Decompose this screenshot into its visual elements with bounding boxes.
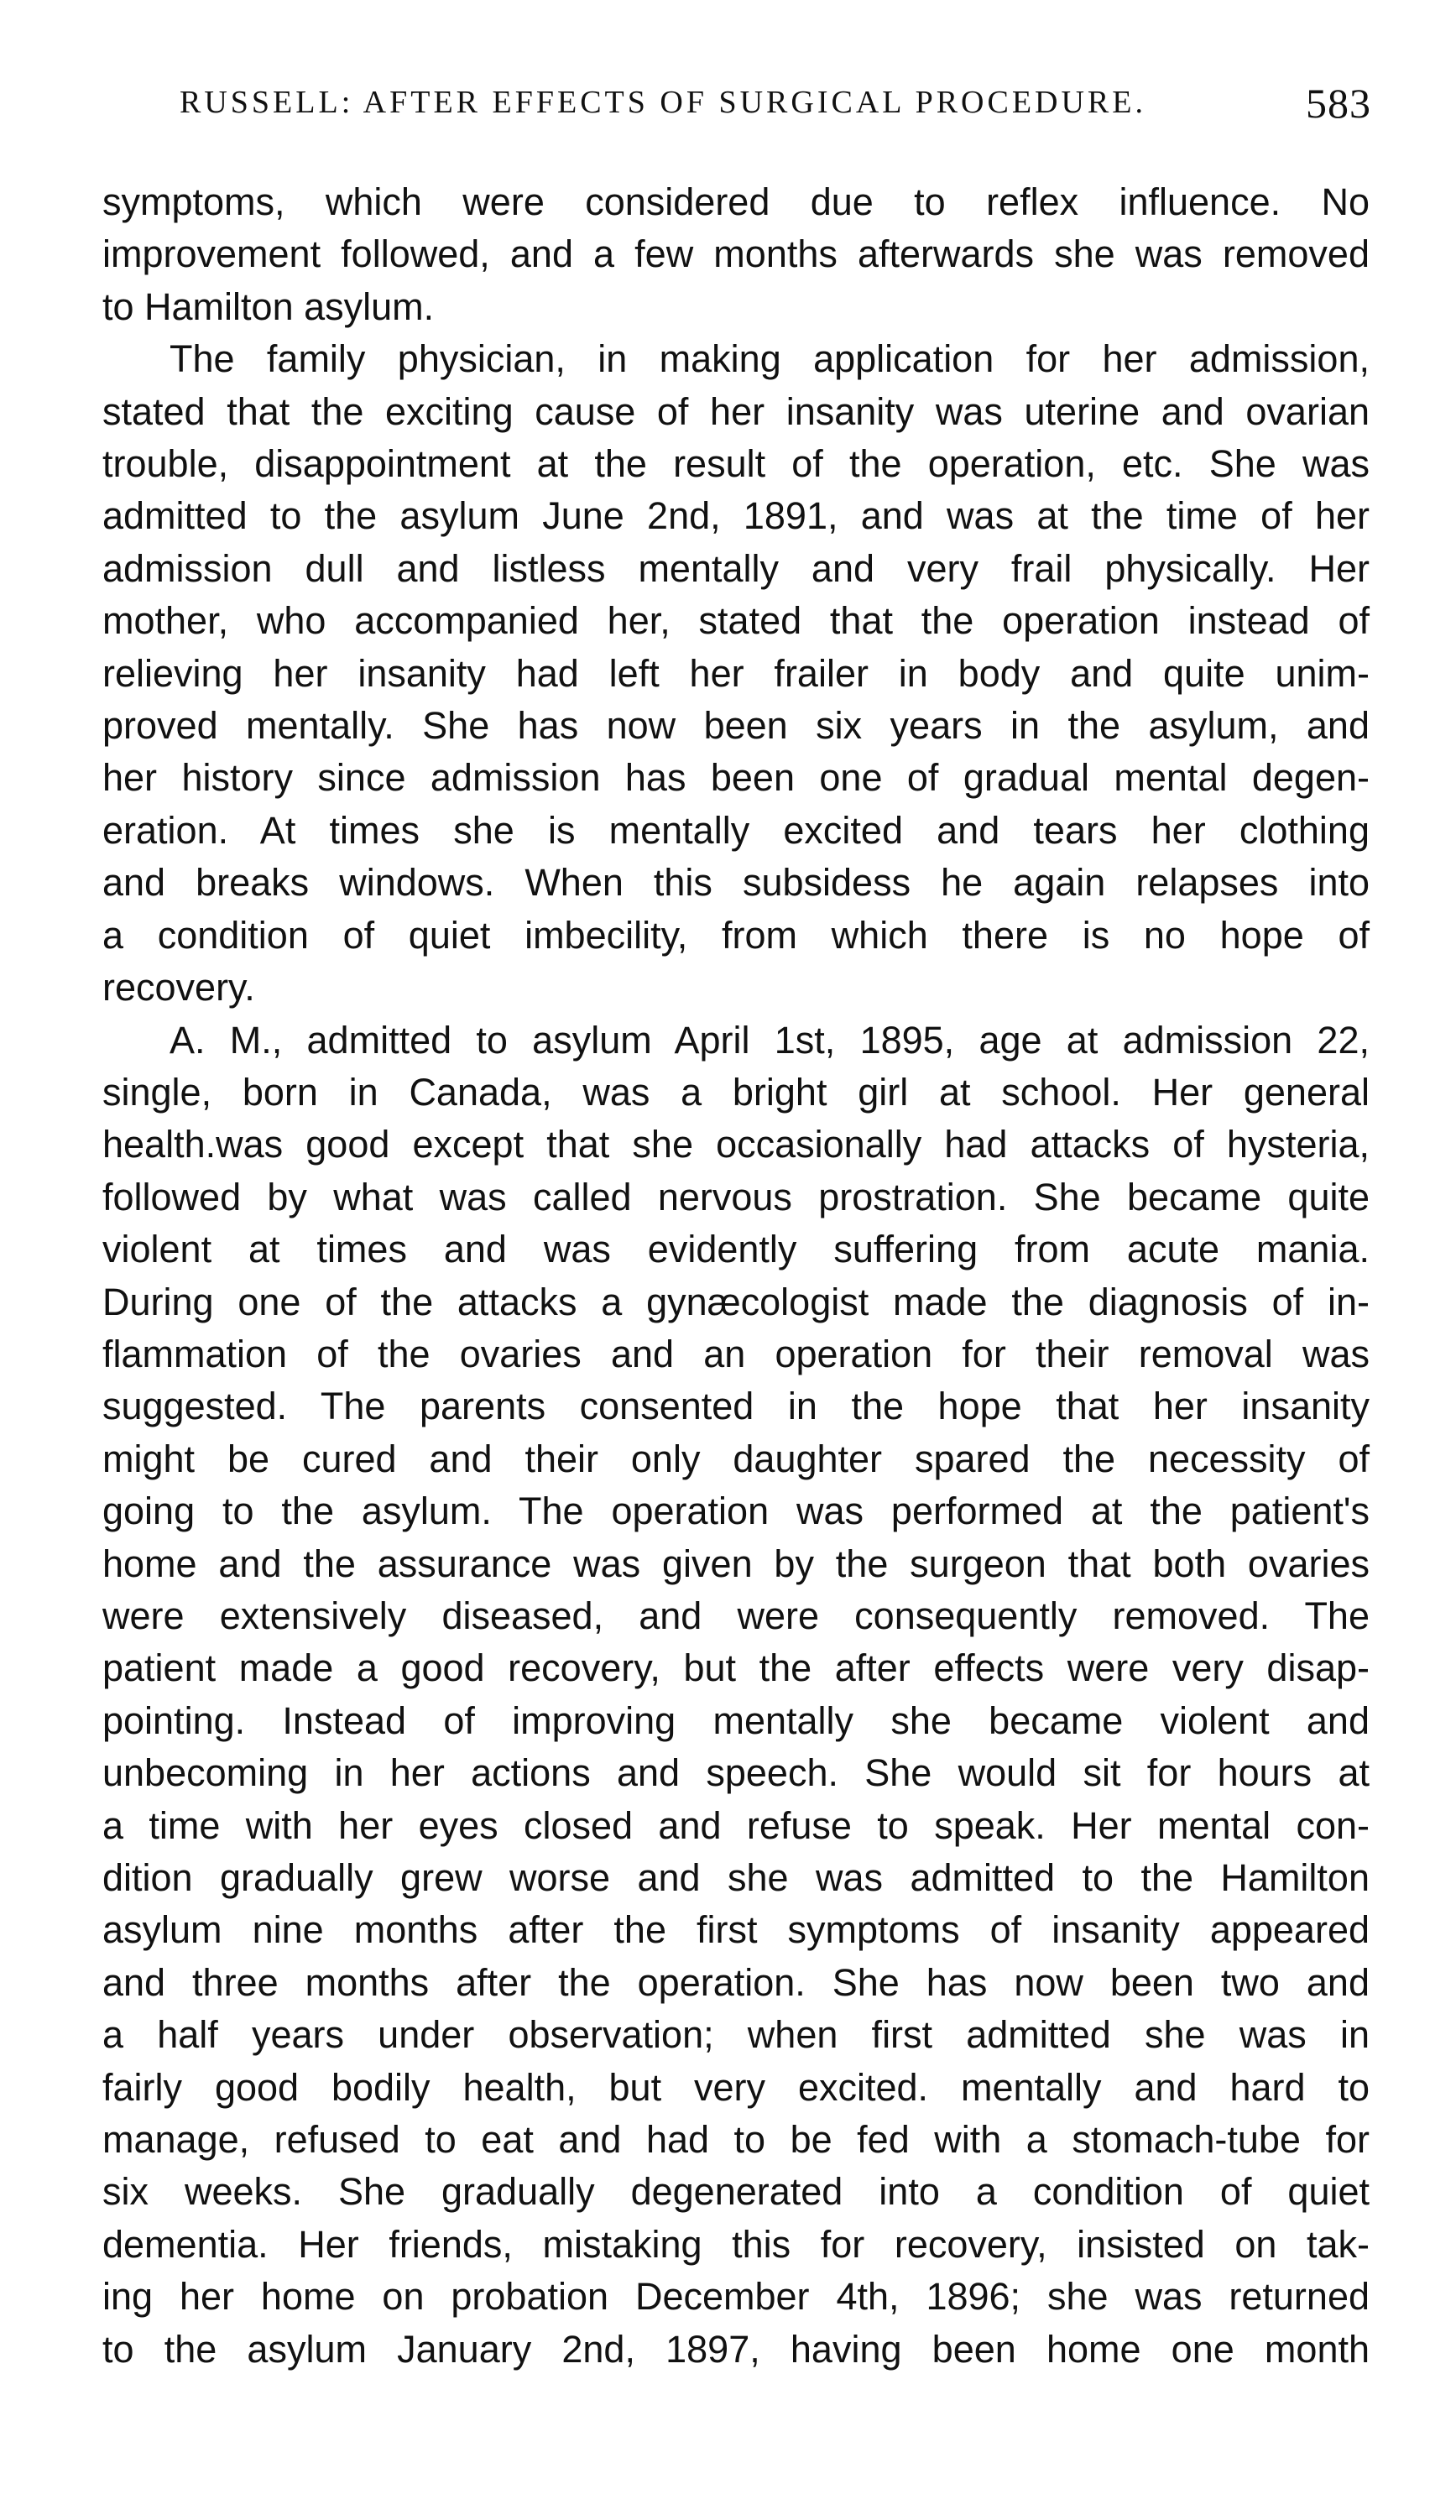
text-line: proved mentally. She has now been six years in the asylum, and — [102, 704, 1370, 748]
text-line: asylum nine months after the first symptoms of insanity appeared — [102, 1908, 1370, 1952]
text-line: were extensively diseased, and were consequently removed. The — [102, 1594, 1370, 1637]
text-line: symptoms, which were considered due to reflex influence. No — [102, 180, 1370, 223]
text-line: a half years under observation; when first admitted she was in — [102, 2013, 1370, 2057]
text-line: and three months after the operation. She has now been two and — [102, 1960, 1370, 2004]
text-line: a time with her eyes closed and refuse to speak. Her mental con- — [102, 1803, 1370, 1847]
text-line: relieving her insanity had left her frailer in body and quite unim- — [102, 651, 1370, 695]
text-line: fairly good bodily health, but very excited. mentally and hard to — [102, 2065, 1370, 2109]
text-line: her history since admission has been one of gradual mental degen- — [102, 756, 1370, 800]
text-line: to Hamilton asylum. — [102, 284, 435, 328]
text-line: admitted to the asylum June 2nd, 1891, and was at the time of her — [102, 494, 1370, 538]
text-line: dition gradually grew worse and she was admitted to the Hamilton — [102, 1856, 1370, 1899]
running-title: RUSSELL: AFTER EFFECTS OF SURGICAL PROCEDURE. — [180, 85, 1146, 120]
running-head — [180, 80, 1371, 143]
text-line: home and the assurance was given by the surgeon that both ovaries — [102, 1542, 1370, 1585]
text-line: going to the asylum. The operation was performed at the patient's — [102, 1490, 1370, 1533]
text-line: suggested. The parents consented in the hope that her insanity — [102, 1385, 1370, 1428]
text-line: dementia. Her friends, mistaking this for recovery, insisted on tak- — [102, 2222, 1370, 2266]
text-line: single, born in Canada, was a bright girl at school. Her general — [102, 1070, 1370, 1114]
text-line: A. M., admitted to asylum April 1st, 1895, age at admission 22, — [170, 1018, 1370, 1062]
text-line: flammation of the ovaries and an operation for their removal was — [102, 1332, 1370, 1375]
text-line: improvement followed, and a few months afterwards she was removed — [102, 232, 1370, 276]
text-line: stated that the exciting cause of her insanity was uterine and ovarian — [102, 389, 1370, 433]
page-number: 583 — [1306, 80, 1371, 127]
text-line: admission dull and listless mentally and very frail physically. Her — [102, 546, 1370, 590]
body-text — [102, 176, 1370, 2376]
text-line: might be cured and their only daughter spared the necessity of — [102, 1437, 1370, 1480]
text-line: patient made a good recovery, but the after effects were very disap- — [102, 1646, 1370, 1690]
text-line: and breaks windows. When this subsidess he again relapses into — [102, 861, 1370, 905]
text-line: violent at times and was evidently suffering from acute mania. — [102, 1228, 1370, 1271]
text-line: ing her home on probation December 4th, 1896; she was returned — [102, 2275, 1370, 2319]
text-line: to the asylum January 2nd, 1897, having been home one month — [102, 2327, 1370, 2371]
text-line: pointing. Instead of improving mentally she became violent and — [102, 1698, 1370, 1742]
text-line: recovery. — [102, 966, 255, 1010]
text-line: trouble, disappointment at the result of the operation, etc. She was — [102, 442, 1370, 486]
text-line: unbecoming in her actions and speech. She would sit for hours at — [102, 1751, 1370, 1795]
text-line: followed by what was called nervous prostration. She became quite — [102, 1175, 1370, 1218]
text-line: The family physician, in making application for her admission, — [170, 337, 1370, 381]
text-line: six weeks. She gradually degenerated into a condition of quiet — [102, 2170, 1370, 2214]
text-line: health.was good except that she occasionally had attacks of hysteria, — [102, 1123, 1370, 1166]
text-line: mother, who accompanied her, stated that the operation instead of — [102, 599, 1370, 643]
text-line: During one of the attacks a gynæcologist made the diagnosis of in- — [102, 1280, 1370, 1323]
text-line: eration. At times she is mentally excited and tears her clothing — [102, 808, 1370, 852]
text-line: manage, refused to eat and had to be fed with a stomach-tube for — [102, 2118, 1370, 2162]
text-line: a condition of quiet imbecility, from which there is no hope of — [102, 913, 1370, 957]
